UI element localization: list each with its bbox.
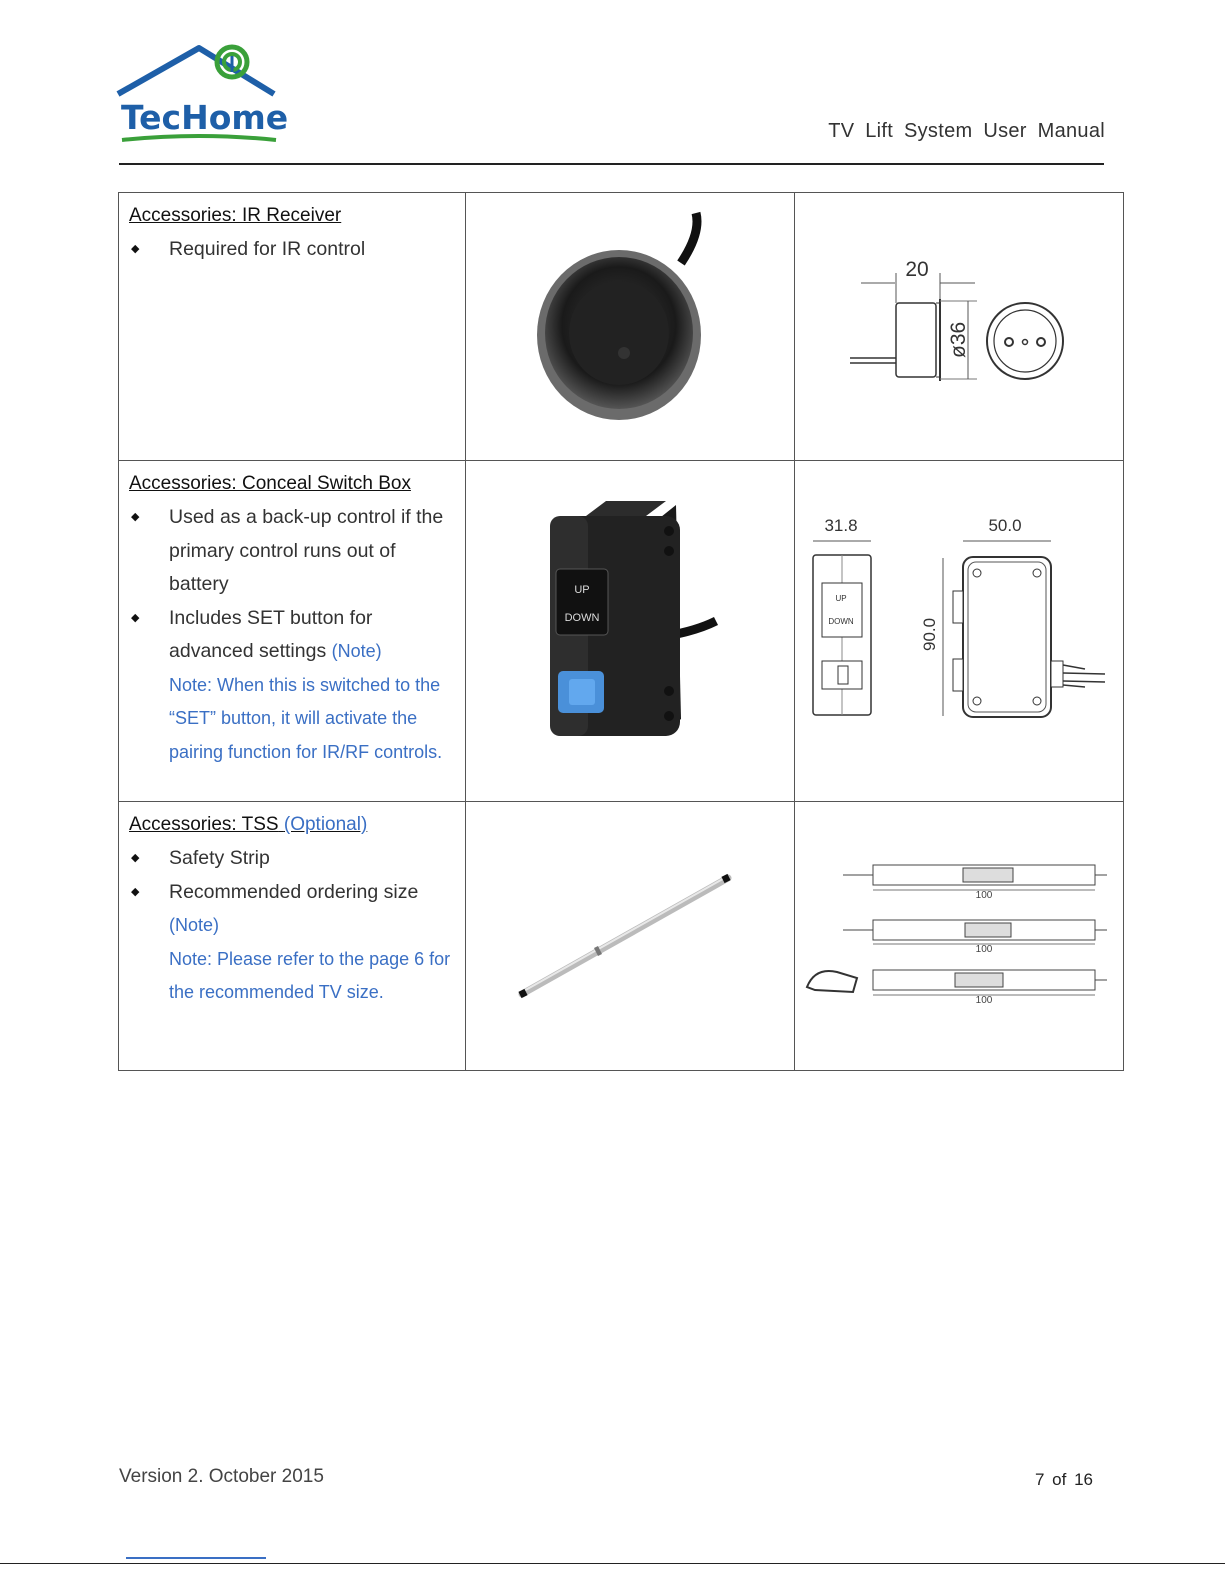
- tss-drawing: [795, 802, 1124, 1071]
- version-text: Version 2. October 2015: [119, 1466, 324, 1487]
- depth-dimension-label: 31.8: [824, 516, 858, 535]
- section-title: Accessories: TSS (Optional): [129, 814, 368, 835]
- tss-note: Note: Please refer to the page 6 for the recommended TV size.: [169, 948, 451, 1002]
- switch-box-photo: [466, 461, 795, 802]
- list-item: ◆ Includes SET button for advanced settings (Note): [129, 602, 457, 669]
- optional-tag: (Optional): [283, 814, 368, 835]
- list-item: ◆ Recommended ordering size: [129, 876, 457, 910]
- ir-receiver-photo: [466, 193, 795, 461]
- diamond-bullet-icon: ◆: [131, 885, 140, 898]
- height-dimension-label: 90.0: [920, 617, 939, 651]
- accessories-table: [118, 192, 1124, 1071]
- table-row: [119, 193, 1124, 461]
- footer-accent-line: [126, 1557, 266, 1559]
- page-bottom-rule: [0, 1563, 1225, 1564]
- drawing-down-label: DOWN: [828, 617, 854, 626]
- ir-receiver-dimension-drawing: [795, 193, 1123, 455]
- length-label-2: 100: [975, 944, 993, 955]
- list-item: ◆ Required for IR control: [129, 233, 457, 267]
- drawing-up-label: UP: [835, 594, 847, 603]
- ir-receiver-photo-image: [466, 193, 794, 455]
- page-number: 7 of 16: [1035, 1470, 1093, 1489]
- header-divider: [119, 163, 1104, 165]
- tss-photo: [466, 802, 795, 1071]
- switch-box-note: Note: When this is switched to the “SET” button, it will activate the pairing function for IR/RF controls.: [169, 674, 443, 762]
- down-label: DOWN: [564, 612, 600, 624]
- brand-name: TecHome: [121, 98, 289, 137]
- note-tag: (Note): [169, 915, 220, 935]
- document-title: TV Lift System User Manual: [828, 120, 1105, 142]
- switch-box-dimension-drawing: [795, 461, 1123, 796]
- list-item: ◆ Safety Strip: [129, 842, 457, 876]
- diamond-bullet-icon: ◆: [131, 611, 140, 624]
- length-label-1: 100: [975, 890, 993, 901]
- table-row: [119, 802, 1124, 1071]
- section-title: Accessories: Conceal Switch Box: [129, 473, 411, 494]
- up-label: UP: [574, 584, 590, 596]
- switch-box-drawing: [795, 461, 1124, 802]
- width-dimension-label: 20: [905, 258, 929, 281]
- diamond-bullet-icon: ◆: [131, 243, 140, 255]
- tss-dimension-drawing: [795, 802, 1123, 1065]
- note-tag: (Note): [331, 641, 382, 661]
- section-title: Accessories: IR Receiver: [129, 205, 342, 226]
- list-item: ◆ Used as a back-up control if the primary control runs out of battery: [129, 501, 457, 602]
- diameter-dimension-label: ø36: [947, 321, 970, 358]
- ir-receiver-drawing: [795, 193, 1124, 461]
- tss-description: [119, 802, 466, 1071]
- diamond-bullet-icon: ◆: [131, 852, 140, 864]
- switch-box-description: [119, 461, 466, 802]
- switch-box-photo-image: [466, 461, 794, 796]
- tss-photo-image: [466, 802, 794, 1065]
- table-row: [119, 461, 1124, 802]
- diamond-bullet-icon: ◆: [131, 511, 140, 523]
- ir-receiver-description: [119, 193, 466, 461]
- width-dimension-label: 50.0: [988, 516, 1022, 535]
- length-label-3: 100: [975, 995, 993, 1006]
